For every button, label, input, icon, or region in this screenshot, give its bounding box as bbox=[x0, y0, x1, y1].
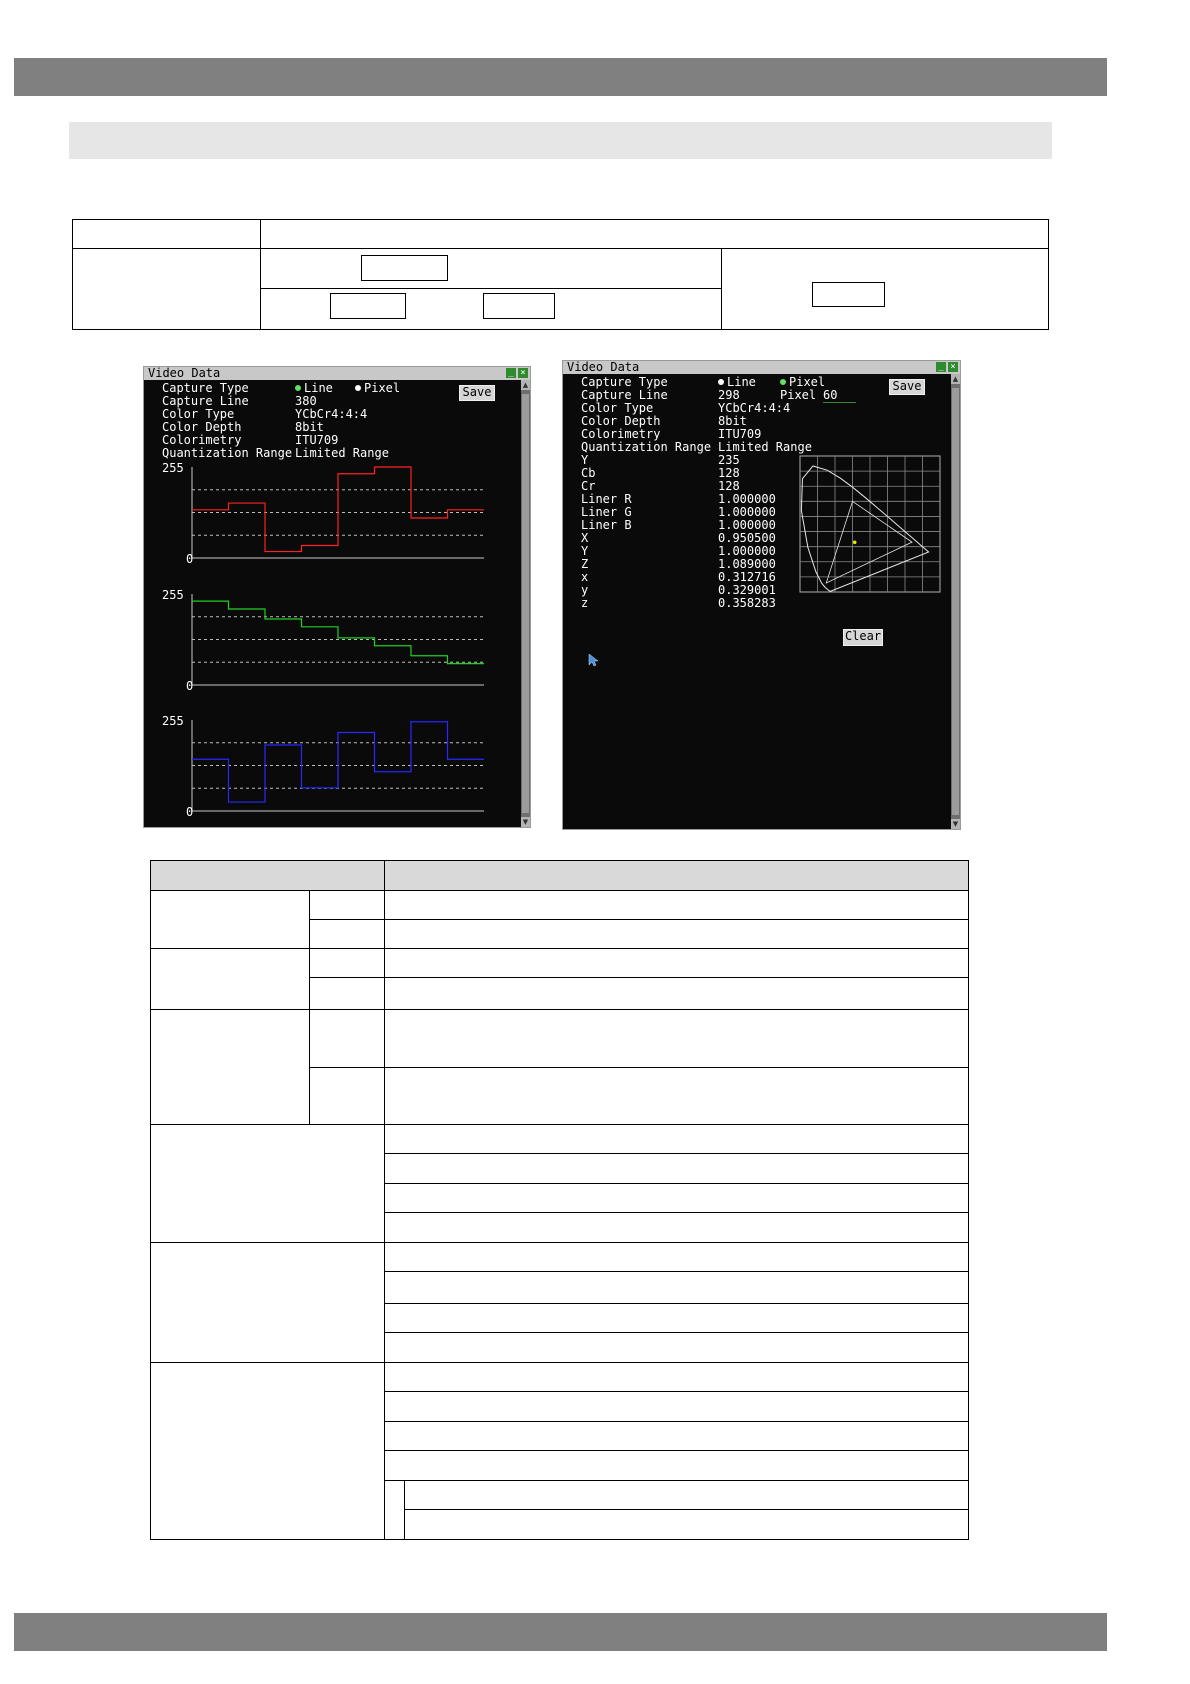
window-titlebar bbox=[563, 361, 960, 374]
minimize-icon[interactable]: _ bbox=[936, 362, 946, 372]
menu-setting-table bbox=[72, 219, 1049, 330]
menu-value-box bbox=[483, 293, 555, 319]
info-list bbox=[581, 401, 812, 610]
header-band bbox=[14, 58, 1107, 96]
table-row-desc bbox=[385, 1184, 969, 1213]
white-point-marker bbox=[853, 540, 857, 544]
pixel-label: Pixel bbox=[780, 388, 817, 402]
close-icon[interactable]: × bbox=[518, 368, 528, 378]
info-row: Color Type YCbCr4:4:4 bbox=[581, 401, 791, 415]
table-row-sub bbox=[310, 1010, 385, 1068]
save-button[interactable]: Save bbox=[459, 385, 495, 401]
menu-option-cell bbox=[261, 249, 722, 289]
capture-line-value: 298 bbox=[718, 388, 740, 402]
chart-series-line bbox=[192, 722, 484, 802]
table-row-item bbox=[151, 1243, 385, 1363]
window-title: Video Data bbox=[148, 366, 221, 380]
info-row: y 0.329001 bbox=[581, 583, 776, 597]
table-row-desc bbox=[385, 1272, 969, 1304]
chart-tick-label: 0 bbox=[186, 679, 194, 693]
radio-selected-icon bbox=[780, 379, 786, 385]
info-row: z 0.358283 bbox=[581, 596, 776, 610]
table-row-sub bbox=[310, 978, 385, 1010]
menu-value-box bbox=[361, 255, 448, 281]
table-row-desc bbox=[385, 1333, 969, 1363]
chart-tick-label: 255 bbox=[162, 461, 184, 475]
table-row-desc bbox=[385, 1243, 969, 1272]
chart-tick-label: 255 bbox=[162, 714, 184, 728]
radio-pixel[interactable]: Pixel bbox=[355, 382, 400, 395]
footer-band bbox=[14, 1613, 1107, 1651]
info-row: Liner G 1.000000 bbox=[581, 505, 776, 519]
window-title: Video Data bbox=[567, 360, 640, 374]
scrollbar[interactable] bbox=[951, 374, 960, 829]
info-row: X 0.950500 bbox=[581, 531, 776, 545]
menu-value-box bbox=[812, 282, 885, 307]
info-row: Quantization Range Limited Range bbox=[162, 446, 389, 460]
table-row-desc bbox=[385, 949, 969, 978]
spectral-locus bbox=[801, 466, 928, 591]
table-row-desc bbox=[385, 891, 969, 920]
gamut-triangle bbox=[826, 501, 912, 583]
info-row: Z 1.089000 bbox=[581, 557, 776, 571]
table-row-desc bbox=[385, 1010, 969, 1068]
scrollbar-thumb[interactable] bbox=[952, 388, 959, 815]
menu-header-cell bbox=[261, 220, 1049, 249]
capture-type-label: Capture Type bbox=[581, 375, 668, 389]
menu-header-cell bbox=[73, 220, 261, 249]
scroll-up-icon[interactable]: ▲ bbox=[522, 381, 529, 389]
table-row-sub bbox=[310, 920, 385, 949]
radio-pixel[interactable]: Pixel bbox=[780, 376, 825, 389]
chart-tick-label: 255 bbox=[162, 588, 184, 602]
table-row-item bbox=[151, 1363, 385, 1540]
info-row: Y 235 bbox=[581, 453, 740, 467]
info-row: Quantization Range Limited Range bbox=[581, 440, 812, 454]
scroll-down-icon[interactable]: ▼ bbox=[952, 820, 959, 828]
table-header-cell bbox=[385, 861, 969, 891]
info-row: x 0.312716 bbox=[581, 570, 776, 584]
table-header-cell bbox=[151, 861, 385, 891]
menu-option-cell bbox=[722, 249, 1049, 330]
save-button[interactable]: Save bbox=[889, 379, 925, 395]
scrollbar[interactable] bbox=[521, 380, 530, 827]
chart-tick-label: 0 bbox=[186, 805, 194, 819]
table-row-desc bbox=[385, 1304, 969, 1333]
table-row-item bbox=[151, 891, 310, 949]
capture-type-label: Capture Type bbox=[162, 381, 249, 395]
table-row-desc bbox=[385, 1213, 969, 1243]
chart-series-line bbox=[192, 467, 484, 552]
table-row-sub bbox=[310, 891, 385, 920]
info-row: Y 1.000000 bbox=[581, 544, 776, 558]
info-row: Colorimetry ITU709 bbox=[162, 433, 339, 447]
section-title-bar bbox=[69, 122, 1052, 159]
info-row: Liner B 1.000000 bbox=[581, 518, 776, 532]
table-row-item bbox=[151, 949, 310, 1010]
radio-unselected-icon bbox=[718, 379, 724, 385]
table-row-item bbox=[151, 1010, 310, 1125]
info-row: Capture Line 380 bbox=[162, 394, 317, 408]
scrollbar-thumb[interactable] bbox=[522, 394, 529, 813]
scroll-down-icon[interactable]: ▼ bbox=[522, 818, 529, 826]
info-row: Color Depth 8bit bbox=[581, 414, 747, 428]
mouse-cursor-icon bbox=[588, 653, 598, 667]
radio-line[interactable]: Line bbox=[718, 376, 756, 389]
table-row-sub bbox=[310, 1068, 385, 1125]
description-table bbox=[150, 860, 969, 1540]
waveform-charts bbox=[144, 367, 522, 827]
table-row-desc bbox=[385, 1068, 969, 1125]
table-row-desc bbox=[405, 1481, 969, 1510]
info-row: Cr 128 bbox=[581, 479, 740, 493]
table-row-item bbox=[151, 1125, 385, 1243]
table-row-desc bbox=[385, 1422, 969, 1451]
table-row-desc bbox=[385, 978, 969, 1010]
chromaticity-diagram bbox=[799, 455, 941, 593]
table-row-desc bbox=[385, 1363, 969, 1392]
scroll-up-icon[interactable]: ▲ bbox=[952, 375, 959, 383]
table-row-desc bbox=[385, 1154, 969, 1184]
menu-item-cell bbox=[73, 249, 261, 330]
table-row-desc bbox=[385, 1125, 969, 1154]
clear-button[interactable]: Clear bbox=[843, 629, 883, 646]
info-row: Liner R 1.000000 bbox=[581, 492, 776, 506]
table-row-sub bbox=[310, 949, 385, 978]
video-data-window-line bbox=[143, 366, 531, 828]
info-row: Cb 128 bbox=[581, 466, 740, 480]
minimize-icon[interactable]: _ bbox=[506, 368, 516, 378]
table-row-desc bbox=[385, 1451, 969, 1481]
info-row: Color Type YCbCr4:4:4 bbox=[162, 407, 368, 421]
table-row-desc bbox=[385, 920, 969, 949]
chart-tick-label: 0 bbox=[186, 552, 194, 566]
close-icon[interactable]: × bbox=[948, 362, 958, 372]
info-row: Colorimetry ITU709 bbox=[581, 427, 762, 441]
menu-value-box bbox=[330, 293, 406, 319]
video-data-window-pixel bbox=[562, 360, 961, 830]
table-row-indent bbox=[385, 1481, 405, 1540]
table-row-desc bbox=[405, 1510, 969, 1540]
pixel-value[interactable]: 60 bbox=[823, 389, 856, 403]
radio-line[interactable]: Line bbox=[295, 382, 333, 395]
chart-series-line bbox=[192, 601, 484, 663]
info-row: Color Depth 8bit bbox=[162, 420, 324, 434]
capture-line-label: Capture Line bbox=[581, 388, 668, 402]
table-row-desc bbox=[385, 1392, 969, 1422]
